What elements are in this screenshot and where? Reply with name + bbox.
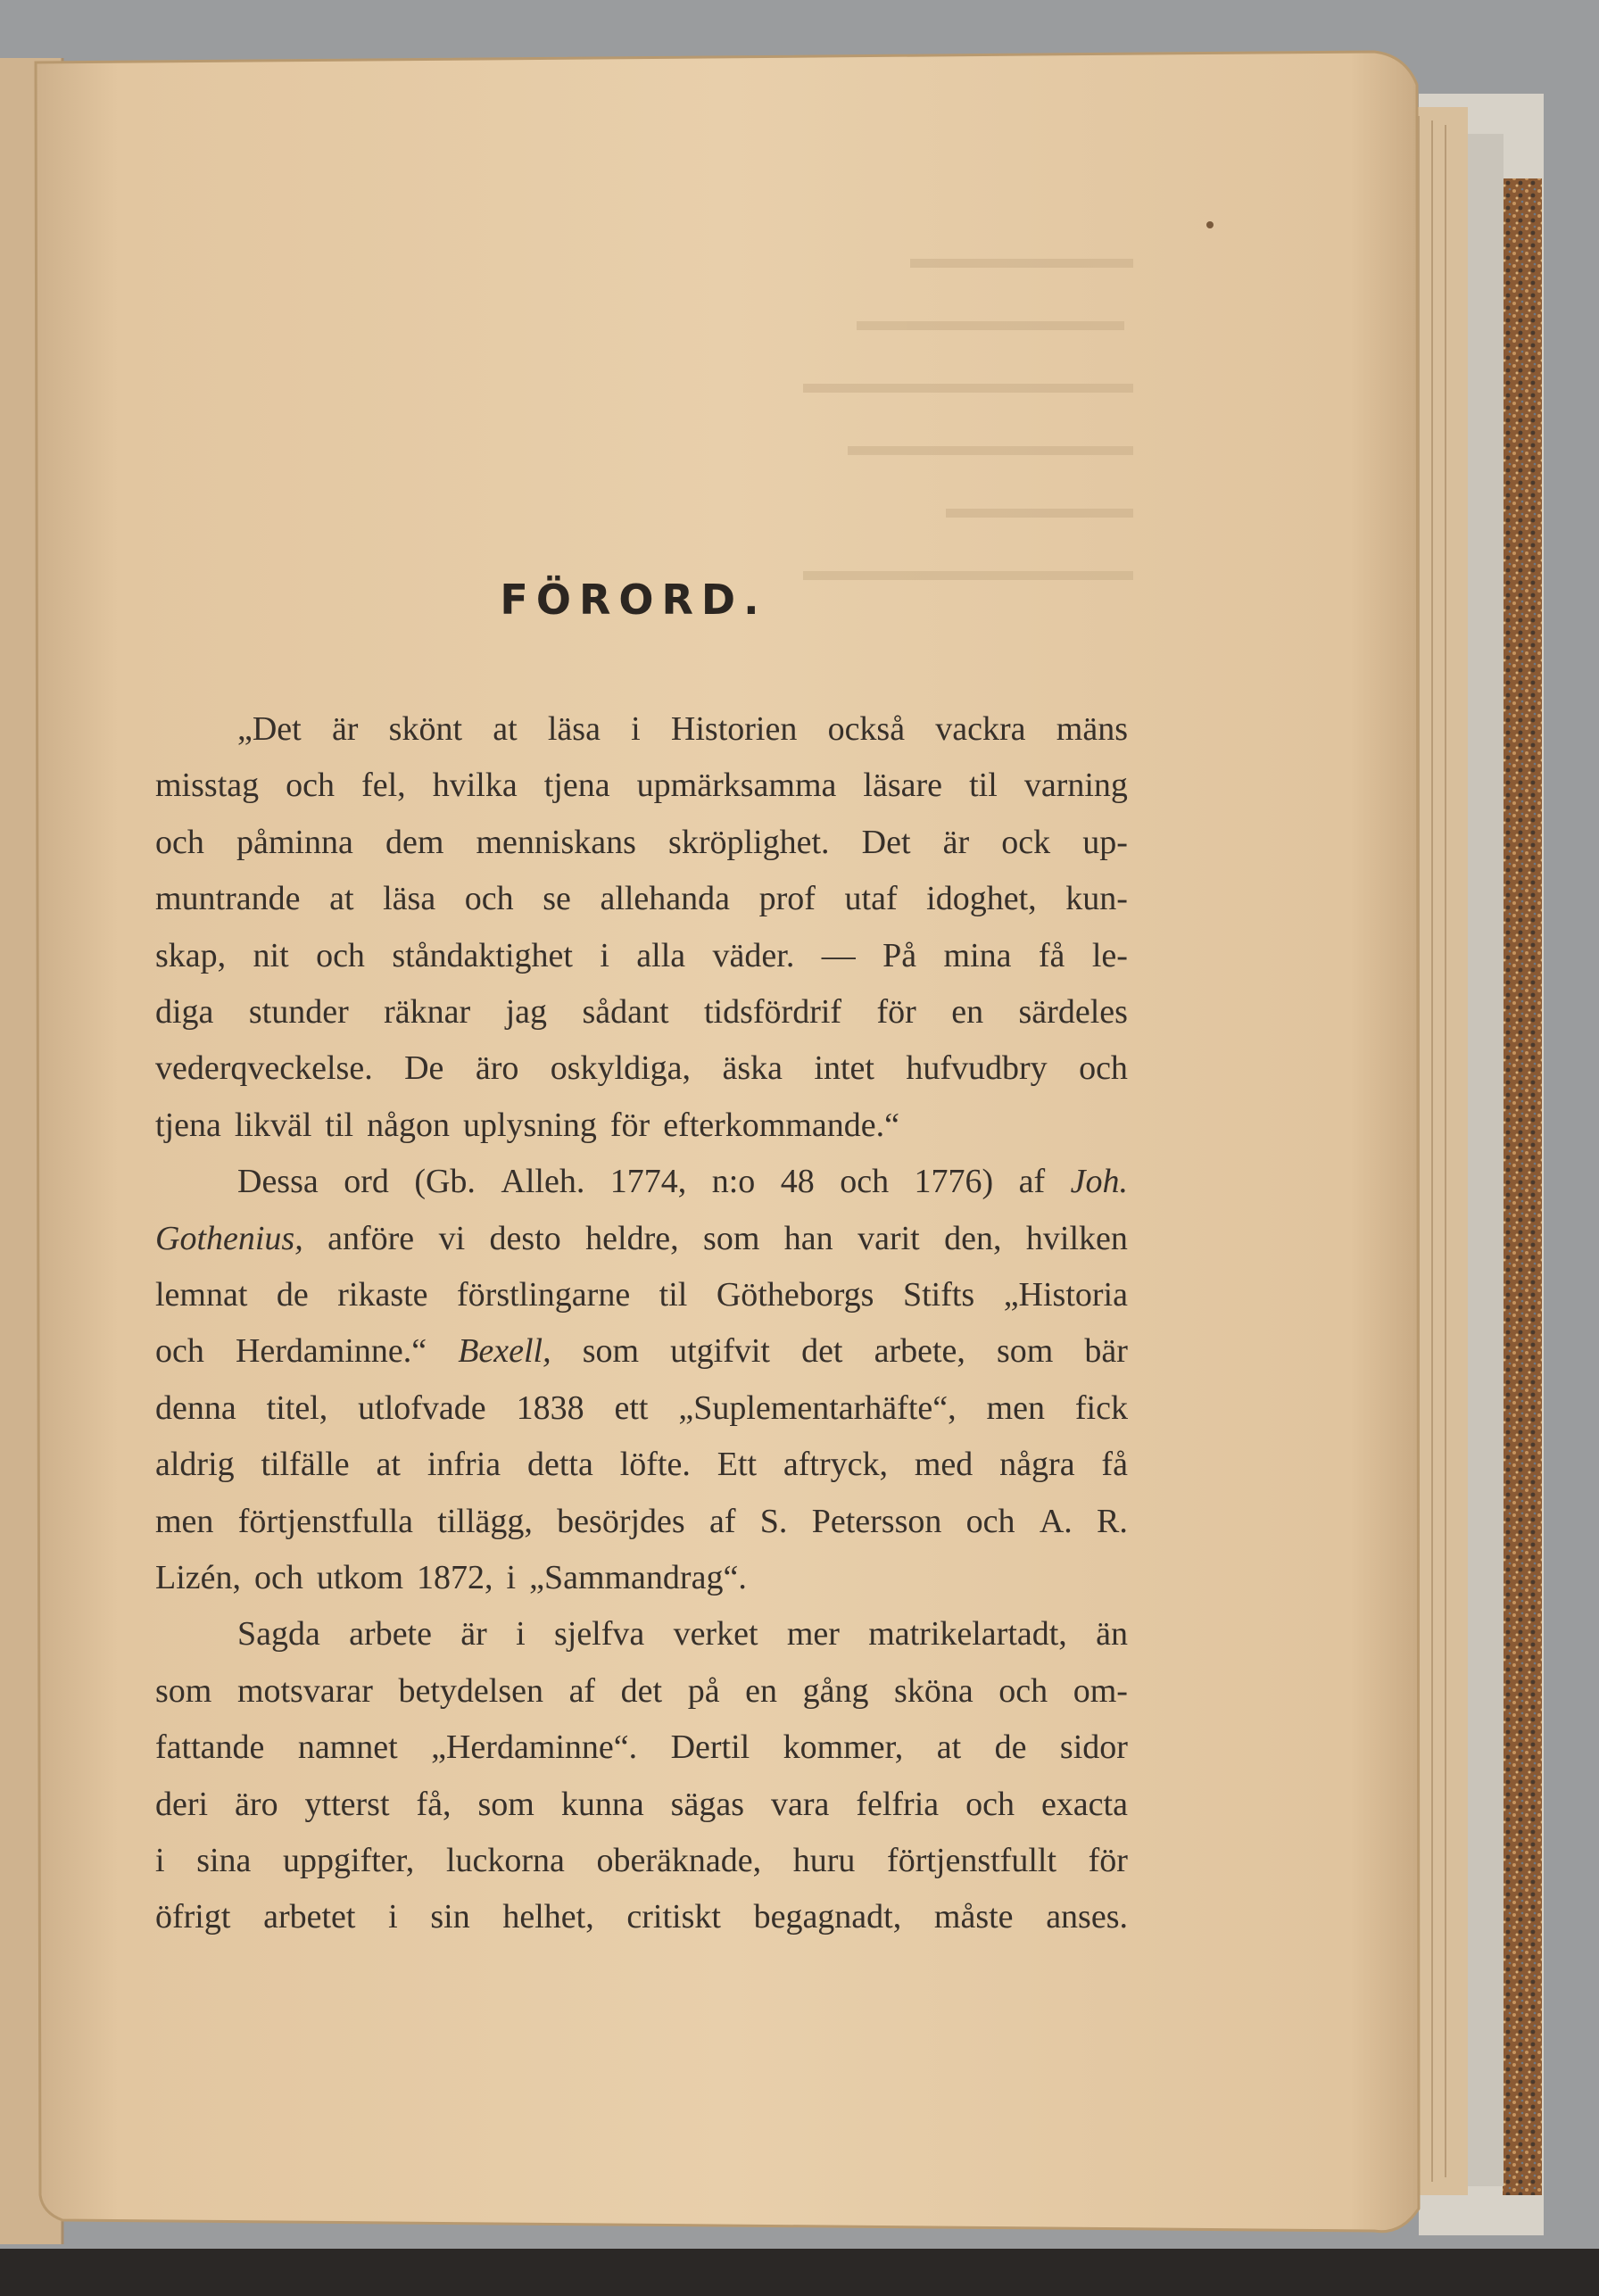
word: S. [759, 1503, 788, 1540]
word: vi [438, 1220, 466, 1257]
word: besörjdes [557, 1503, 685, 1540]
word: intet [814, 1049, 874, 1087]
word: „Herdaminne“. [431, 1728, 638, 1766]
word: 1838 [516, 1389, 584, 1427]
word: vederqveckelse. [155, 1049, 373, 1087]
word: vackra [935, 710, 1026, 748]
word: Bexell, [458, 1332, 551, 1370]
word: Det [861, 824, 911, 861]
text-line [155, 1889, 1128, 1944]
word: idoghet, [926, 880, 1037, 917]
word: ståndaktighet [392, 937, 573, 974]
word: som [996, 1332, 1054, 1370]
word: helhet, [502, 1898, 594, 1935]
word: fel, [361, 767, 406, 804]
page-title: FÖRORD. [500, 576, 767, 624]
word: efterkommande.“ [663, 1107, 899, 1144]
word: utkom [316, 1559, 404, 1596]
word: för [1088, 1842, 1128, 1879]
word: anföre [327, 1220, 415, 1257]
word: få [1038, 937, 1065, 974]
word: skap, [155, 937, 227, 974]
word: Sagda [237, 1615, 320, 1653]
word: Stifts [902, 1276, 975, 1314]
word: „Historia [1003, 1276, 1128, 1314]
word: af [1018, 1163, 1046, 1200]
word: ett [614, 1389, 649, 1427]
word: se [543, 880, 571, 917]
word: lemnat [155, 1276, 248, 1314]
word: alla [636, 937, 686, 974]
word: diga [155, 993, 214, 1031]
word: i [506, 1559, 517, 1596]
word: matrikelartadt, [868, 1615, 1067, 1653]
word: löfte. [619, 1446, 691, 1483]
word: är [942, 824, 970, 861]
word: är [460, 1615, 487, 1653]
word: På [882, 937, 917, 974]
word: misstag [155, 767, 260, 804]
word: i [388, 1898, 398, 1935]
word: aftryck, [783, 1446, 889, 1483]
word: vara [770, 1786, 830, 1823]
word: för [876, 993, 916, 1031]
text-line [237, 701, 1128, 757]
word: A. [1039, 1503, 1073, 1540]
word: Historien [670, 710, 798, 748]
word: critiskt [626, 1898, 721, 1935]
word: mina [943, 937, 1012, 974]
word: at [493, 710, 518, 748]
word: n:o [711, 1163, 756, 1200]
word: infria [427, 1446, 501, 1483]
word: sidor [1059, 1728, 1128, 1766]
word: verket [673, 1615, 758, 1653]
word: af [708, 1503, 736, 1540]
word: titel, [266, 1389, 328, 1427]
word: som [477, 1786, 534, 1823]
word: bär [1084, 1332, 1128, 1370]
word: til [325, 1107, 354, 1144]
word: och [840, 1163, 890, 1200]
word: menniskans [476, 824, 636, 861]
word: gång [802, 1672, 869, 1710]
word: några [999, 1446, 1075, 1483]
word: än [1096, 1615, 1128, 1653]
word: R. [1097, 1503, 1128, 1540]
word: han [783, 1220, 833, 1257]
word: upmärksamma [636, 767, 837, 804]
word: rikaste [337, 1276, 428, 1314]
word: heldre, [585, 1220, 679, 1257]
word: begagnadt, [753, 1898, 902, 1935]
word: nit [253, 937, 289, 974]
word: särdeles [1018, 993, 1128, 1031]
word: Lizén, [155, 1559, 242, 1596]
word: och [464, 880, 514, 917]
word: det [801, 1332, 843, 1370]
word: varit [857, 1220, 920, 1257]
text-line [155, 1040, 1128, 1096]
word: men [155, 1503, 214, 1540]
text-line [155, 1720, 1128, 1775]
word: fick [1074, 1389, 1128, 1427]
word: 1872, [417, 1559, 493, 1596]
word: uppgifter, [283, 1842, 415, 1879]
word: för [609, 1107, 650, 1144]
text-line [155, 1211, 1128, 1266]
word: sjelfva [553, 1615, 645, 1653]
word: „Suplementarhäfte“, [678, 1389, 957, 1427]
text-line [155, 1663, 1128, 1719]
word: med [914, 1446, 973, 1483]
text-line [155, 1777, 1128, 1832]
word: det [620, 1672, 663, 1710]
word: exacta [1040, 1786, 1128, 1823]
word: kunna [560, 1786, 644, 1823]
text-line [155, 1323, 1128, 1379]
word: — [821, 937, 856, 974]
word: hufvudbry [906, 1049, 1048, 1087]
word: Alleh. [501, 1163, 585, 1200]
word: i [631, 710, 641, 748]
word: kun- [1065, 880, 1128, 917]
word: och [1079, 1049, 1128, 1087]
word: aldrig [155, 1446, 235, 1483]
word: arbete, [874, 1332, 965, 1370]
word: namnet [297, 1728, 398, 1766]
word: en [745, 1672, 778, 1710]
word: som [582, 1332, 640, 1370]
word: Dessa [237, 1163, 319, 1200]
word: tjena [155, 1107, 221, 1144]
word: motsvarar [236, 1672, 373, 1710]
word: och [286, 767, 336, 804]
word: tjena [543, 767, 610, 804]
text-line [155, 984, 1128, 1040]
text-line [155, 871, 1128, 926]
word: mer [786, 1615, 840, 1653]
word: läsare [863, 767, 943, 804]
word: ord [344, 1163, 389, 1200]
word: likväl [234, 1107, 312, 1144]
text-line [155, 815, 1128, 870]
word: sådant [582, 993, 669, 1031]
text-line [155, 928, 1128, 983]
word: luckorna [445, 1842, 565, 1879]
word: och [316, 937, 365, 974]
word: Joh. [1070, 1163, 1128, 1200]
word: de [994, 1728, 1027, 1766]
word: tilfälle [261, 1446, 350, 1483]
text-line [155, 1833, 1128, 1888]
word: stunder [248, 993, 349, 1031]
word: få, [416, 1786, 452, 1823]
word: äska [722, 1049, 783, 1087]
text-line [155, 1437, 1128, 1492]
word: utaf [844, 880, 898, 917]
word: denna [155, 1389, 236, 1427]
word: oberäknade, [596, 1842, 762, 1879]
word: kommer, [783, 1728, 904, 1766]
word: i [516, 1615, 526, 1653]
word: tillägg, [437, 1503, 533, 1540]
word: de [276, 1276, 309, 1314]
word: och [155, 1332, 204, 1370]
word: men [986, 1389, 1045, 1427]
word: arbete [349, 1615, 432, 1653]
word: läsa [547, 710, 601, 748]
word: ock [1001, 824, 1051, 861]
text-line [155, 1550, 1128, 1605]
word: förtjenstfulla [237, 1503, 413, 1540]
word: som [703, 1220, 760, 1257]
text-line [155, 1380, 1128, 1436]
word: deri [155, 1786, 209, 1823]
word: allehanda [600, 880, 731, 917]
word: och [254, 1559, 303, 1596]
text-line [237, 1154, 1128, 1209]
text-line [155, 1098, 1128, 1153]
word: få [1101, 1446, 1128, 1483]
text-line [155, 758, 1128, 813]
word: hvilka [432, 767, 518, 804]
word: öfrigt [155, 1898, 231, 1935]
word: detta [527, 1446, 593, 1483]
word: sin [430, 1898, 470, 1935]
word: til [659, 1276, 688, 1314]
text-line [155, 1267, 1128, 1322]
word: Götheborgs [716, 1276, 874, 1314]
word: arbetet [263, 1898, 356, 1935]
word: fattande [155, 1728, 265, 1766]
text-line [237, 1606, 1128, 1662]
word: up- [1082, 824, 1128, 861]
word: huru [792, 1842, 856, 1879]
word: De [404, 1049, 444, 1087]
word: le- [1091, 937, 1128, 974]
word: anses. [1046, 1898, 1128, 1935]
word: någon [367, 1107, 450, 1144]
word: Herdaminne.“ [235, 1332, 427, 1370]
word: utgifvit [670, 1332, 770, 1370]
word: betydelsen [398, 1672, 543, 1710]
word: hvilken [1025, 1220, 1128, 1257]
word: sägas [670, 1786, 744, 1823]
word: som [155, 1672, 212, 1710]
word: förtjenstfullt [887, 1842, 1057, 1879]
word: utlofvade [358, 1389, 486, 1427]
text-line [155, 1494, 1128, 1549]
word: förstlingarne [457, 1276, 631, 1314]
word: måste [933, 1898, 1014, 1935]
word: och [155, 824, 204, 861]
word: oskyldiga, [550, 1049, 692, 1087]
word: (Gb. [414, 1163, 476, 1200]
word: en [951, 993, 984, 1031]
word: om- [1073, 1672, 1128, 1710]
word: jag [505, 993, 548, 1031]
word: 1776) [914, 1163, 994, 1200]
word: i [600, 937, 609, 974]
word: at [376, 1446, 401, 1483]
word: och [965, 1503, 1015, 1540]
word: väder. [712, 937, 795, 974]
word: tidsfördrif [703, 993, 842, 1031]
word: på [687, 1672, 720, 1710]
word: sina [196, 1842, 252, 1879]
word: skröplighet. [668, 824, 830, 861]
word: och [998, 1672, 1048, 1710]
word: desto [489, 1220, 561, 1257]
word: i [155, 1842, 165, 1879]
word: ytterst [304, 1786, 390, 1823]
word: at [936, 1728, 962, 1766]
word: också [827, 710, 906, 748]
word: af [568, 1672, 596, 1710]
word: Dertil [670, 1728, 750, 1766]
word: felfria [856, 1786, 940, 1823]
word: varning [1023, 767, 1128, 804]
word: äro [475, 1049, 519, 1087]
word: 1774, [609, 1163, 687, 1200]
word: „Sammandrag“. [529, 1559, 747, 1596]
word: och [965, 1786, 1015, 1823]
word: muntrande [155, 880, 301, 917]
word: läsa [383, 880, 436, 917]
word: Petersson [811, 1503, 942, 1540]
word: dem [385, 824, 444, 861]
word: sköna [894, 1672, 973, 1710]
word: räknar [384, 993, 471, 1031]
word: til [969, 767, 998, 804]
word: mäns [1056, 710, 1128, 748]
word: uplysning [462, 1107, 597, 1144]
word: är [331, 710, 359, 748]
word: Gothenius, [155, 1220, 303, 1257]
word: Ett [717, 1446, 758, 1483]
word: „Det [237, 710, 302, 748]
word: påminna [236, 824, 353, 861]
word: at [329, 880, 354, 917]
word: den, [944, 1220, 1002, 1257]
word: skönt [388, 710, 463, 748]
word: äro [235, 1786, 278, 1823]
word: 48 [780, 1163, 815, 1200]
word: prof [758, 880, 816, 917]
